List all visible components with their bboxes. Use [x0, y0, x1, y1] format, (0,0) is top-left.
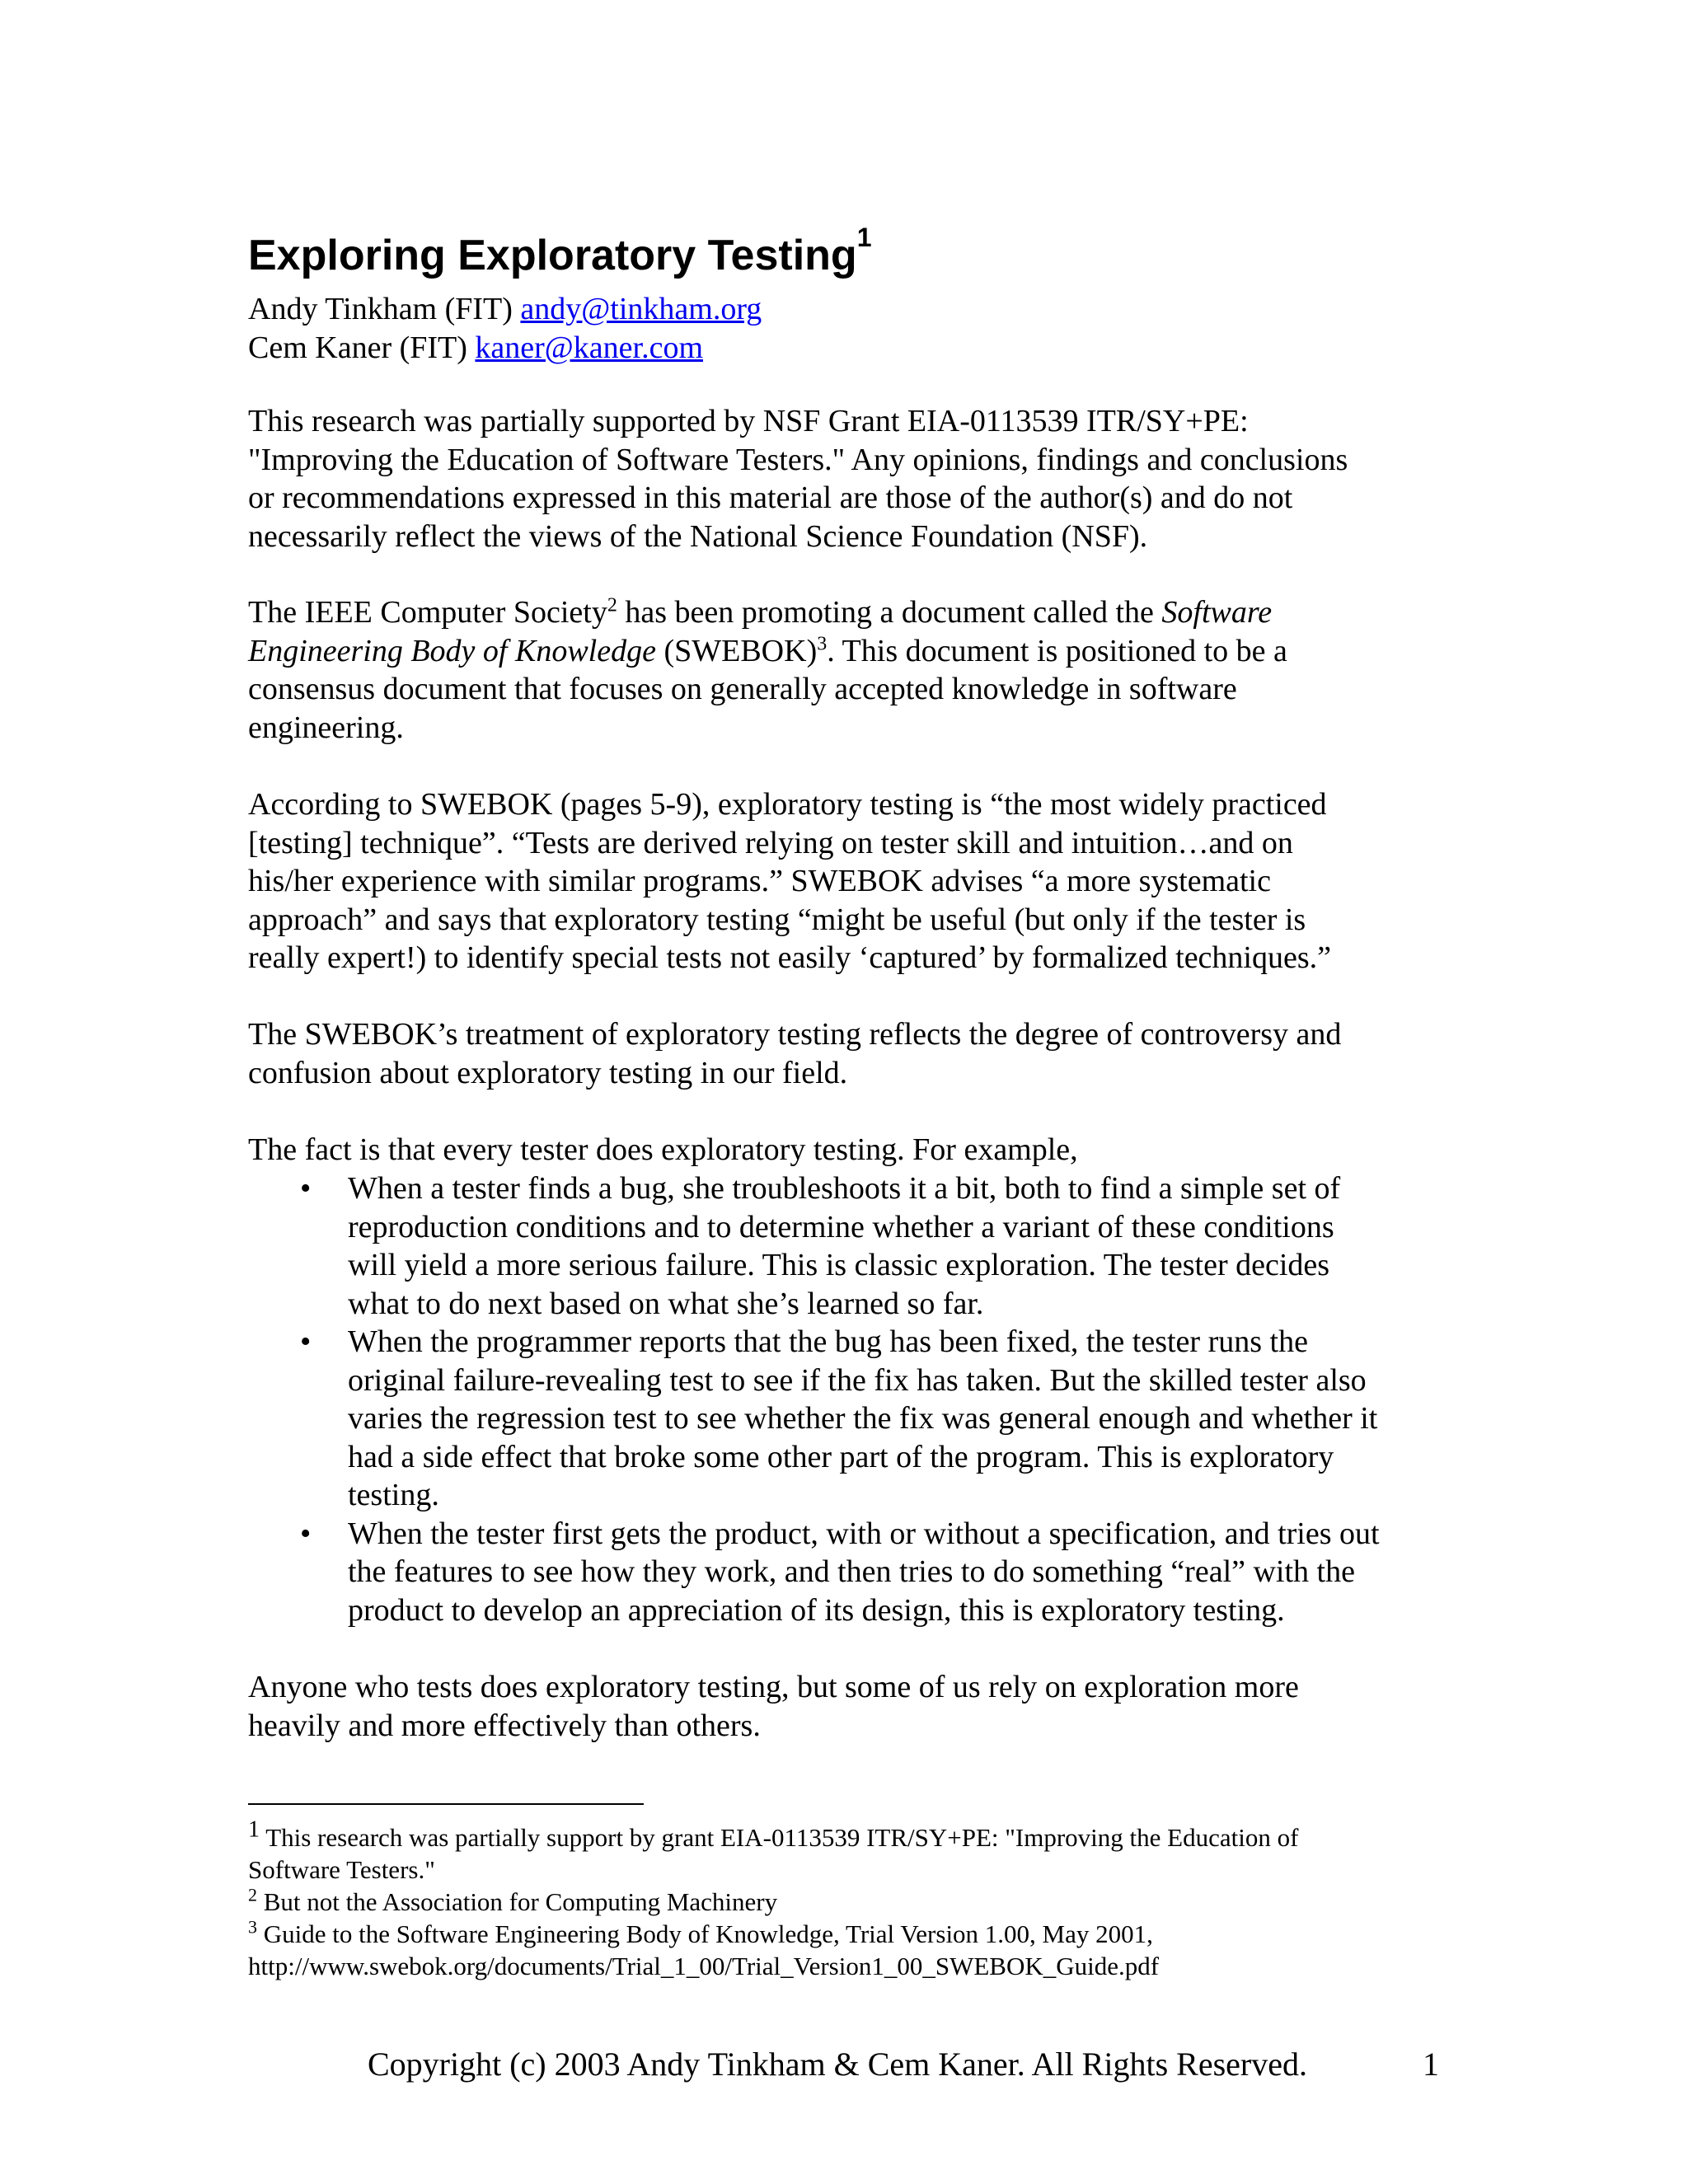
text-line: confusion about exploratory testing in our field. — [248, 1055, 848, 1090]
text-line: heavily and more effectively than others. — [248, 1708, 761, 1743]
text-run: (SWEBOK) — [655, 633, 818, 668]
treatment-paragraph — [248, 1015, 1451, 1092]
text-run: has been promoting a document called the — [617, 595, 1162, 630]
italic-title: Engineering Body of Knowledge — [248, 633, 656, 668]
list-item — [248, 1169, 1451, 1323]
footnote-number: 1 — [248, 1816, 260, 1843]
text-line — [248, 593, 1451, 632]
text-line: product to develop an appreciation of its design, this is exploratory testing. — [348, 1592, 1285, 1628]
closing-paragraph — [248, 1668, 1451, 1745]
author-email-link[interactable]: andy@tinkham.org — [520, 292, 762, 326]
bullet-icon: • — [300, 1516, 312, 1551]
footnote-2 — [248, 1886, 1451, 1918]
text-line: The fact is that every tester does exploratory testing. For example, — [248, 1132, 1078, 1167]
text-line: what to do next based on what she’s learned so far. — [348, 1286, 984, 1321]
title-footnote-ref[interactable]: 1 — [856, 222, 872, 252]
text-line: Anyone who tests does exploratory testing, but some of us rely on exploration more — [248, 1670, 1299, 1704]
text-line: really expert!) to identify special tests not easily ‘captured’ by formalized techniques.” — [248, 940, 1332, 975]
footnote-3 — [248, 1918, 1451, 1950]
text-line: his/her experience with similar programs.” SWEBOK advises “a more systematic — [248, 864, 1271, 898]
text-line: "Improving the Education of Software Testers." Any opinions, findings and conclusions — [248, 442, 1348, 477]
author-list — [248, 290, 762, 368]
page-number: 1 — [1423, 2046, 1439, 2083]
footnote-number: 3 — [248, 1916, 257, 1938]
fact-intro — [248, 1131, 1451, 1169]
text-line — [248, 632, 1451, 671]
text-line: testing. — [348, 1478, 439, 1512]
footnote-text: Guide to the Software Engineering Body of Knowledge, Trial Version 1.00, May 2001, — [257, 1919, 1153, 1948]
text-line: original failure-revealing test to see if the fix has taken. But the skilled tester also — [348, 1362, 1367, 1398]
italic-title: Software — [1161, 595, 1273, 630]
footnotes — [248, 1816, 1451, 1982]
text-line: consensus document that focuses on generally accepted knowledge in software — [248, 672, 1237, 706]
author-name: Andy Tinkham (FIT) — [248, 292, 521, 326]
footnote-divider — [248, 1803, 644, 1805]
text-run: The IEEE Computer Society — [248, 595, 607, 630]
example-bullet-list — [248, 1169, 1451, 1629]
bullet-icon: • — [300, 1171, 312, 1206]
text-line: or recommendations expressed in this material are those of the author(s) and do not — [248, 480, 1293, 515]
text-line: reproduction conditions and to determine whether a variant of these conditions — [348, 1209, 1334, 1244]
footnote-ref[interactable]: 3 — [817, 632, 828, 654]
text-line: engineering. — [248, 710, 404, 745]
text-line: The SWEBOK’s treatment of exploratory testing reflects the degree of controversy and — [248, 1017, 1342, 1052]
funding-paragraph — [248, 402, 1451, 555]
list-item — [248, 1323, 1451, 1515]
text-line: When the programmer reports that the bug has been fixed, the tester runs the — [348, 1324, 1308, 1359]
author-name: Cem Kaner (FIT) — [248, 330, 476, 365]
author-email-link[interactable]: kaner@kaner.com — [475, 330, 704, 365]
text-line: [testing] technique”. “Tests are derived relying on tester skill and intuition…and on — [248, 825, 1293, 860]
text-run: . This document is positioned to be a — [827, 633, 1287, 668]
text-line: approach” and says that exploratory testing “might be useful (but only if the tester is — [248, 902, 1306, 937]
author-line — [248, 290, 762, 329]
ieee-paragraph — [248, 593, 1451, 747]
footnote-text: This research was partially support by grant EIA-0113539 ITR/SY+PE: "Improving the Education of — [260, 1823, 1299, 1852]
swebok-paragraph — [248, 785, 1451, 977]
text-line: will yield a more serious failure. This is classic exploration. The tester decides — [348, 1248, 1330, 1282]
text-line: This research was partially supported by NSF Grant EIA-0113539 ITR/SY+PE: — [248, 404, 1249, 438]
text-line: According to SWEBOK (pages 5-9), exploratory testing is “the most widely practiced — [248, 787, 1327, 822]
text-line: When the tester first gets the product, with or without a specification, and tries out — [348, 1516, 1380, 1551]
bullet-icon: • — [300, 1324, 312, 1359]
text-line: necessarily reflect the views of the National Science Foundation (NSF). — [248, 518, 1148, 554]
footnote-number: 2 — [248, 1884, 257, 1905]
text-line: varies the regression test to see whether the fix was general enough and whether it — [348, 1401, 1378, 1436]
footnote-ref[interactable]: 2 — [607, 594, 617, 616]
text-line: the features to see how they work, and then tries to do something “real” with the — [348, 1554, 1355, 1589]
footnote-1-continued: Software Testers." — [248, 1855, 435, 1884]
footnote-text: But not the Association for Computing Machinery — [257, 1887, 778, 1916]
footnote-3-url: http://www.swebok.org/documents/Trial_1_00/Trial_Version1_00_SWEBOK_Guide.pdf — [248, 1952, 1160, 1980]
copyright-footer: Copyright (c) 2003 Andy Tinkham & Cem Kaner. All Rights Reserved. — [368, 2046, 1307, 2083]
list-item — [248, 1515, 1451, 1630]
footnote-1 — [248, 1816, 1451, 1854]
text-line: When a tester finds a bug, she troubleshoots it a bit, both to find a simple set of — [348, 1171, 1341, 1206]
author-line — [248, 329, 762, 368]
text-line: had a side effect that broke some other part of the program. This is exploratory — [348, 1439, 1334, 1474]
page-title — [248, 222, 872, 284]
title-text: Exploring Exploratory Testing — [248, 232, 857, 279]
